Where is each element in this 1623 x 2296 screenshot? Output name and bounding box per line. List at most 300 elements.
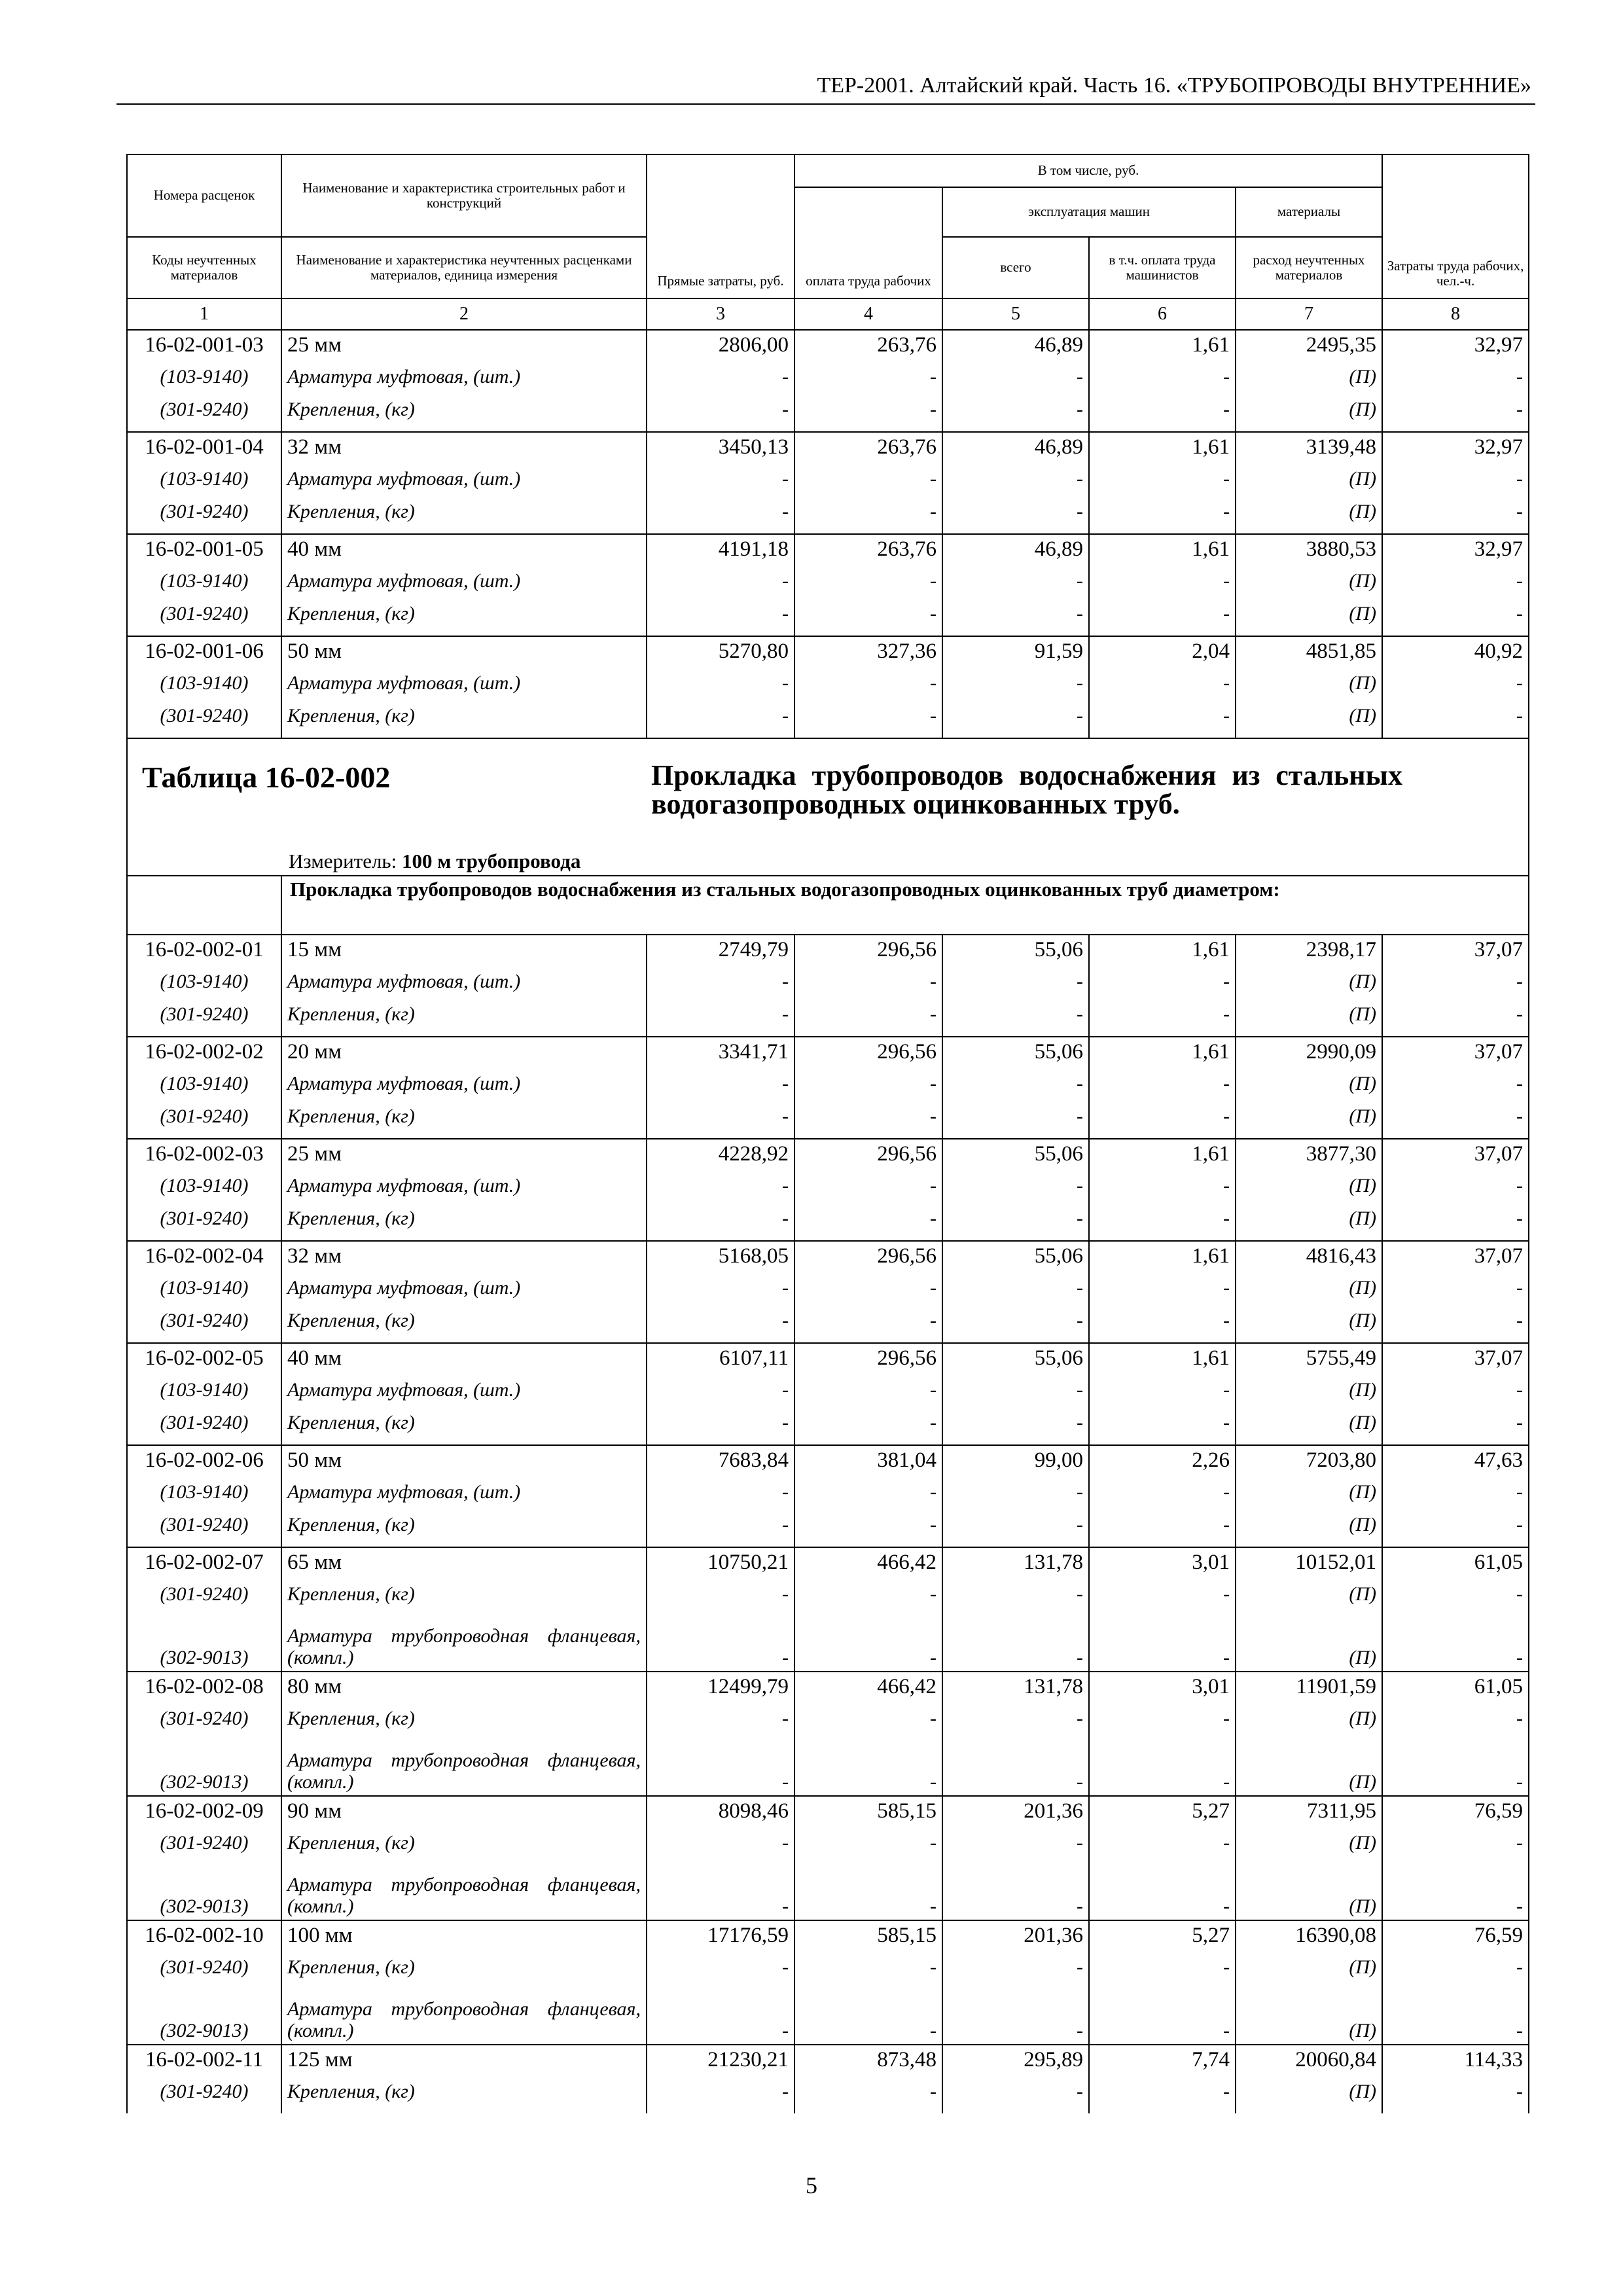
rate-value: 46,89 bbox=[942, 534, 1089, 570]
material-code: (301-9240) bbox=[127, 1208, 281, 1241]
rate-code: 16-02-001-04 bbox=[127, 432, 281, 468]
measure-label: Измеритель: bbox=[289, 849, 397, 872]
rate-value: 37,07 bbox=[1382, 1241, 1529, 1277]
empty-value: - bbox=[794, 570, 942, 603]
empty-value: - bbox=[942, 570, 1089, 603]
rate-value: 99,00 bbox=[942, 1445, 1089, 1481]
empty-value: - bbox=[794, 603, 942, 636]
material-row bbox=[127, 1865, 1529, 1920]
rate-value: 1,61 bbox=[1089, 1037, 1236, 1073]
empty-value: - bbox=[794, 366, 942, 399]
material-placeholder: (П) bbox=[1236, 1481, 1382, 1514]
table-row bbox=[127, 1241, 1529, 1277]
col-name-top: Наименование и характеристика строительных работ и конструкций bbox=[281, 154, 647, 237]
material-code: (103-9140) bbox=[127, 366, 281, 399]
empty-value: - bbox=[942, 1003, 1089, 1037]
empty-value: - bbox=[1382, 1956, 1529, 1989]
empty-value: - bbox=[942, 1514, 1089, 1547]
rate-value: 2806,00 bbox=[647, 330, 794, 366]
rates-table bbox=[126, 154, 1529, 2113]
rate-value: 263,76 bbox=[794, 534, 942, 570]
material-placeholder: (П) bbox=[1236, 570, 1382, 603]
material-placeholder: (П) bbox=[1236, 1616, 1382, 1672]
rate-value: 1,61 bbox=[1089, 935, 1236, 971]
material-row bbox=[127, 705, 1529, 738]
empty-value: - bbox=[647, 603, 794, 636]
empty-value: - bbox=[1089, 603, 1236, 636]
material-row bbox=[127, 1740, 1529, 1796]
material-name: Арматура муфтовая, (шт.) bbox=[281, 468, 647, 501]
empty-value: - bbox=[794, 2081, 942, 2113]
rate-value: 11901,59 bbox=[1236, 1672, 1382, 1708]
material-code: (301-9240) bbox=[127, 1708, 281, 1740]
empty-value: - bbox=[1089, 1865, 1236, 1920]
material-code: (103-9140) bbox=[127, 1277, 281, 1310]
empty-value: - bbox=[942, 1616, 1089, 1672]
material-placeholder: (П) bbox=[1236, 1073, 1382, 1105]
material-row bbox=[127, 1956, 1529, 1989]
col-labor: оплата труда рабочих bbox=[794, 187, 942, 298]
rate-name: 32 мм bbox=[281, 432, 647, 468]
empty-value: - bbox=[647, 1379, 794, 1412]
empty-value: - bbox=[647, 366, 794, 399]
rate-value: 5755,49 bbox=[1236, 1343, 1382, 1379]
material-row bbox=[127, 1514, 1529, 1547]
empty-value: - bbox=[942, 1832, 1089, 1865]
material-name: Крепления, (кг) bbox=[281, 1514, 647, 1547]
material-code: (103-9140) bbox=[127, 1175, 281, 1208]
rate-code: 16-02-001-05 bbox=[127, 534, 281, 570]
material-row bbox=[127, 672, 1529, 705]
rate-code: 16-02-002-09 bbox=[127, 1796, 281, 1832]
table-row bbox=[127, 534, 1529, 570]
rate-name: 20 мм bbox=[281, 1037, 647, 1073]
material-code: (103-9140) bbox=[127, 1481, 281, 1514]
empty-value: - bbox=[1089, 1956, 1236, 1989]
empty-value: - bbox=[942, 1740, 1089, 1796]
material-placeholder: (П) bbox=[1236, 1105, 1382, 1139]
material-row bbox=[127, 1003, 1529, 1037]
table-title-block bbox=[127, 738, 1529, 876]
col-num: 8 bbox=[1382, 298, 1529, 330]
material-placeholder: (П) bbox=[1236, 1740, 1382, 1796]
material-name: Крепления, (кг) bbox=[281, 1412, 647, 1445]
table-row bbox=[127, 432, 1529, 468]
empty-value: - bbox=[794, 1865, 942, 1920]
empty-value: - bbox=[1382, 603, 1529, 636]
empty-value: - bbox=[942, 603, 1089, 636]
rate-name: 100 мм bbox=[281, 1920, 647, 1956]
rate-value: 91,59 bbox=[942, 636, 1089, 672]
empty-value: - bbox=[1382, 1073, 1529, 1105]
material-name: Арматура муфтовая, (шт.) bbox=[281, 971, 647, 1003]
material-row bbox=[127, 1616, 1529, 1672]
rate-value: 46,89 bbox=[942, 432, 1089, 468]
material-code: (301-9240) bbox=[127, 1003, 281, 1037]
material-placeholder: (П) bbox=[1236, 2081, 1382, 2113]
empty-value: - bbox=[647, 1412, 794, 1445]
table-label: Таблица 16-02-002 bbox=[142, 761, 391, 794]
rate-value: 131,78 bbox=[942, 1672, 1089, 1708]
empty-value: - bbox=[942, 1175, 1089, 1208]
material-row bbox=[127, 1583, 1529, 1616]
table-row bbox=[127, 2045, 1529, 2081]
col-code-bottom: Коды неучтенных материалов bbox=[127, 237, 281, 298]
material-row bbox=[127, 1708, 1529, 1740]
empty-value: - bbox=[1089, 1989, 1236, 2045]
rate-value: 6107,11 bbox=[647, 1343, 794, 1379]
material-row bbox=[127, 2081, 1529, 2113]
empty-value: - bbox=[1382, 1616, 1529, 1672]
rate-value: 4228,92 bbox=[647, 1139, 794, 1175]
rate-value: 201,36 bbox=[942, 1796, 1089, 1832]
table-row bbox=[127, 1672, 1529, 1708]
table-row bbox=[127, 1445, 1529, 1481]
table-row bbox=[127, 1037, 1529, 1073]
empty-value: - bbox=[647, 1003, 794, 1037]
page-header bbox=[116, 71, 1535, 105]
col-direct: Прямые затраты, руб. bbox=[647, 154, 794, 298]
rate-value: 7203,80 bbox=[1236, 1445, 1382, 1481]
material-code: (301-9240) bbox=[127, 1956, 281, 1989]
material-name: Арматура муфтовая, (шт.) bbox=[281, 570, 647, 603]
material-code: (103-9140) bbox=[127, 1379, 281, 1412]
material-code: (301-9240) bbox=[127, 705, 281, 738]
rate-value: 1,61 bbox=[1089, 330, 1236, 366]
rate-code: 16-02-002-08 bbox=[127, 1672, 281, 1708]
rate-value: 61,05 bbox=[1382, 1672, 1529, 1708]
col-num: 1 bbox=[127, 298, 281, 330]
material-row bbox=[127, 1175, 1529, 1208]
rate-value: 114,33 bbox=[1382, 2045, 1529, 2081]
material-code: (301-9240) bbox=[127, 2081, 281, 2113]
rate-name: 125 мм bbox=[281, 2045, 647, 2081]
rate-value: 263,76 bbox=[794, 330, 942, 366]
material-code: (301-9240) bbox=[127, 603, 281, 636]
empty-value: - bbox=[794, 468, 942, 501]
rate-value: 37,07 bbox=[1382, 1343, 1529, 1379]
material-placeholder: (П) bbox=[1236, 1277, 1382, 1310]
material-code: (103-9140) bbox=[127, 468, 281, 501]
empty-value: - bbox=[1089, 1003, 1236, 1037]
material-code: (301-9240) bbox=[127, 1412, 281, 1445]
empty-value: - bbox=[647, 1616, 794, 1672]
material-name: Крепления, (кг) bbox=[281, 1583, 647, 1616]
empty-value: - bbox=[1089, 1616, 1236, 1672]
empty-value: - bbox=[647, 1956, 794, 1989]
empty-value: - bbox=[794, 1003, 942, 1037]
material-code: (302-9013) bbox=[127, 1865, 281, 1920]
rate-code: 16-02-002-02 bbox=[127, 1037, 281, 1073]
material-row bbox=[127, 501, 1529, 534]
empty-value: - bbox=[794, 1616, 942, 1672]
rate-name: 50 мм bbox=[281, 636, 647, 672]
empty-value: - bbox=[794, 672, 942, 705]
empty-value: - bbox=[647, 1208, 794, 1241]
empty-value: - bbox=[1382, 1865, 1529, 1920]
empty-value: - bbox=[794, 501, 942, 534]
page-number: 5 bbox=[806, 2172, 817, 2198]
material-row bbox=[127, 1208, 1529, 1241]
rate-name: 25 мм bbox=[281, 1139, 647, 1175]
rate-value: 296,56 bbox=[794, 1139, 942, 1175]
material-row bbox=[127, 1105, 1529, 1139]
material-placeholder: (П) bbox=[1236, 705, 1382, 738]
rate-value: 7311,95 bbox=[1236, 1796, 1382, 1832]
material-placeholder: (П) bbox=[1236, 1514, 1382, 1547]
empty-value: - bbox=[1089, 1073, 1236, 1105]
empty-value: - bbox=[1089, 1379, 1236, 1412]
rate-value: 1,61 bbox=[1089, 1241, 1236, 1277]
empty-value: - bbox=[942, 1865, 1089, 1920]
rate-value: 5,27 bbox=[1089, 1796, 1236, 1832]
material-row bbox=[127, 971, 1529, 1003]
rate-code: 16-02-002-10 bbox=[127, 1920, 281, 1956]
material-name: Крепления, (кг) bbox=[281, 705, 647, 738]
empty-value: - bbox=[1382, 570, 1529, 603]
col-num: 6 bbox=[1089, 298, 1236, 330]
material-name: Крепления, (кг) bbox=[281, 1310, 647, 1343]
rate-name: 80 мм bbox=[281, 1672, 647, 1708]
empty-value: - bbox=[794, 971, 942, 1003]
empty-value: - bbox=[942, 1989, 1089, 2045]
rate-value: 40,92 bbox=[1382, 636, 1529, 672]
empty-value: - bbox=[1089, 501, 1236, 534]
empty-value: - bbox=[794, 1832, 942, 1865]
rate-value: 2749,79 bbox=[647, 935, 794, 971]
rate-value: 4816,43 bbox=[1236, 1241, 1382, 1277]
empty-value: - bbox=[1382, 2081, 1529, 2113]
empty-value: - bbox=[647, 1073, 794, 1105]
col-num: 4 bbox=[794, 298, 942, 330]
empty-value: - bbox=[1089, 1832, 1236, 1865]
material-row bbox=[127, 603, 1529, 636]
empty-value: - bbox=[942, 366, 1089, 399]
material-placeholder: (П) bbox=[1236, 1956, 1382, 1989]
empty-value: - bbox=[1382, 399, 1529, 432]
rate-value: 3877,30 bbox=[1236, 1139, 1382, 1175]
rate-value: 21230,21 bbox=[647, 2045, 794, 2081]
empty-value: - bbox=[1089, 468, 1236, 501]
rate-value: 296,56 bbox=[794, 935, 942, 971]
empty-value: - bbox=[1089, 1105, 1236, 1139]
empty-value: - bbox=[1382, 1277, 1529, 1310]
rate-value: 37,07 bbox=[1382, 1037, 1529, 1073]
empty-value: - bbox=[794, 399, 942, 432]
empty-value: - bbox=[794, 1956, 942, 1989]
material-placeholder: (П) bbox=[1236, 1208, 1382, 1241]
rate-value: 296,56 bbox=[794, 1241, 942, 1277]
empty-value: - bbox=[1089, 1208, 1236, 1241]
material-name: Арматура трубопроводная фланцевая, (компл.) bbox=[281, 1740, 647, 1796]
empty-value: - bbox=[1382, 1481, 1529, 1514]
rate-value: 263,76 bbox=[794, 432, 942, 468]
material-name: Арматура трубопроводная фланцевая, (компл.) bbox=[281, 1989, 647, 2045]
empty-value: - bbox=[942, 1481, 1089, 1514]
rate-value: 76,59 bbox=[1382, 1920, 1529, 1956]
material-placeholder: (П) bbox=[1236, 501, 1382, 534]
table-row bbox=[127, 1139, 1529, 1175]
material-placeholder: (П) bbox=[1236, 1708, 1382, 1740]
empty-value: - bbox=[1382, 1583, 1529, 1616]
empty-value: - bbox=[1089, 672, 1236, 705]
col-num: 5 bbox=[942, 298, 1089, 330]
empty-value: - bbox=[647, 468, 794, 501]
material-placeholder: (П) bbox=[1236, 971, 1382, 1003]
empty-value: - bbox=[942, 1208, 1089, 1241]
empty-value: - bbox=[1382, 1175, 1529, 1208]
rate-value: 1,61 bbox=[1089, 432, 1236, 468]
empty-value: - bbox=[1382, 1708, 1529, 1740]
material-row bbox=[127, 570, 1529, 603]
empty-value: - bbox=[1089, 399, 1236, 432]
material-row bbox=[127, 1073, 1529, 1105]
material-name: Крепления, (кг) bbox=[281, 603, 647, 636]
empty-value: - bbox=[1382, 1514, 1529, 1547]
empty-value: - bbox=[794, 705, 942, 738]
empty-value: - bbox=[1382, 1989, 1529, 2045]
empty-value: - bbox=[1382, 468, 1529, 501]
empty-value: - bbox=[1089, 1481, 1236, 1514]
col-num: 7 bbox=[1236, 298, 1382, 330]
empty-value: - bbox=[794, 1583, 942, 1616]
empty-value: - bbox=[647, 399, 794, 432]
material-name: Крепления, (кг) bbox=[281, 501, 647, 534]
rate-value: 10750,21 bbox=[647, 1547, 794, 1583]
rate-code: 16-02-002-04 bbox=[127, 1241, 281, 1277]
material-placeholder: (П) bbox=[1236, 1832, 1382, 1865]
rate-value: 32,97 bbox=[1382, 432, 1529, 468]
material-name: Крепления, (кг) bbox=[281, 1832, 647, 1865]
empty-value: - bbox=[647, 1277, 794, 1310]
col-num: 3 bbox=[647, 298, 794, 330]
material-placeholder: (П) bbox=[1236, 468, 1382, 501]
rate-value: 466,42 bbox=[794, 1547, 942, 1583]
rate-value: 131,78 bbox=[942, 1547, 1089, 1583]
empty-value: - bbox=[1382, 971, 1529, 1003]
rate-code: 16-02-002-05 bbox=[127, 1343, 281, 1379]
table-row bbox=[127, 330, 1529, 366]
material-code: (103-9140) bbox=[127, 971, 281, 1003]
rate-value: 585,15 bbox=[794, 1920, 942, 1956]
rate-value: 1,61 bbox=[1089, 1343, 1236, 1379]
material-code: (301-9240) bbox=[127, 1514, 281, 1547]
material-code: (301-9240) bbox=[127, 1832, 281, 1865]
material-placeholder: (П) bbox=[1236, 1412, 1382, 1445]
rate-value: 3341,71 bbox=[647, 1037, 794, 1073]
empty-value: - bbox=[1382, 1412, 1529, 1445]
rate-value: 201,36 bbox=[942, 1920, 1089, 1956]
empty-value: - bbox=[647, 1175, 794, 1208]
rate-code: 16-02-002-07 bbox=[127, 1547, 281, 1583]
material-row bbox=[127, 399, 1529, 432]
col-labor-cost: Затраты труда рабочих, чел.-ч. bbox=[1382, 154, 1529, 298]
empty-value: - bbox=[1089, 570, 1236, 603]
rate-name: 25 мм bbox=[281, 330, 647, 366]
col-operators: в т.ч. оплата труда машинистов bbox=[1089, 237, 1236, 298]
rate-name: 40 мм bbox=[281, 1343, 647, 1379]
rate-value: 296,56 bbox=[794, 1037, 942, 1073]
rate-name: 90 мм bbox=[281, 1796, 647, 1832]
table-row bbox=[127, 1343, 1529, 1379]
rate-value: 2990,09 bbox=[1236, 1037, 1382, 1073]
table-title: Прокладка трубопроводов водоснабжения из стальных водогазопроводных оцинкованных труб. bbox=[651, 759, 1402, 820]
empty-value: - bbox=[1089, 705, 1236, 738]
rate-code: 16-02-001-03 bbox=[127, 330, 281, 366]
empty-value: - bbox=[647, 501, 794, 534]
empty-value: - bbox=[942, 971, 1089, 1003]
empty-value: - bbox=[794, 1481, 942, 1514]
rate-value: 295,89 bbox=[942, 2045, 1089, 2081]
material-name: Арматура муфтовая, (шт.) bbox=[281, 1379, 647, 1412]
rate-value: 3450,13 bbox=[647, 432, 794, 468]
empty-value: - bbox=[942, 501, 1089, 534]
rate-value: 7683,84 bbox=[647, 1445, 794, 1481]
empty-value: - bbox=[794, 1740, 942, 1796]
empty-value: - bbox=[1382, 1310, 1529, 1343]
empty-value: - bbox=[1089, 2081, 1236, 2113]
rate-name: 65 мм bbox=[281, 1547, 647, 1583]
empty-value: - bbox=[794, 1105, 942, 1139]
empty-value: - bbox=[942, 1310, 1089, 1343]
rate-value: 47,63 bbox=[1382, 1445, 1529, 1481]
empty-value: - bbox=[942, 705, 1089, 738]
rate-value: 55,06 bbox=[942, 935, 1089, 971]
material-name: Арматура муфтовая, (шт.) bbox=[281, 1277, 647, 1310]
rate-value: 61,05 bbox=[1382, 1547, 1529, 1583]
material-code: (301-9240) bbox=[127, 1583, 281, 1616]
empty-value: - bbox=[647, 570, 794, 603]
material-placeholder: (П) bbox=[1236, 1989, 1382, 2045]
col-materials: материалы bbox=[1236, 187, 1382, 237]
empty-value: - bbox=[942, 399, 1089, 432]
rate-code: 16-02-002-03 bbox=[127, 1139, 281, 1175]
rate-value: 466,42 bbox=[794, 1672, 942, 1708]
rate-value: 32,97 bbox=[1382, 534, 1529, 570]
empty-value: - bbox=[1382, 1105, 1529, 1139]
material-name: Арматура муфтовая, (шт.) bbox=[281, 1175, 647, 1208]
rate-code: 16-02-002-06 bbox=[127, 1445, 281, 1481]
empty-value: - bbox=[942, 468, 1089, 501]
empty-value: - bbox=[647, 1310, 794, 1343]
empty-value: - bbox=[647, 1708, 794, 1740]
empty-value: - bbox=[1089, 366, 1236, 399]
rate-value: 4191,18 bbox=[647, 534, 794, 570]
rate-value: 20060,84 bbox=[1236, 2045, 1382, 2081]
material-name: Арматура муфтовая, (шт.) bbox=[281, 672, 647, 705]
rate-value: 55,06 bbox=[942, 1139, 1089, 1175]
material-code: (301-9240) bbox=[127, 1105, 281, 1139]
rate-value: 2,26 bbox=[1089, 1445, 1236, 1481]
rate-value: 55,06 bbox=[942, 1343, 1089, 1379]
rate-name: 40 мм bbox=[281, 534, 647, 570]
material-code: (302-9013) bbox=[127, 1740, 281, 1796]
table-row bbox=[127, 1547, 1529, 1583]
rate-value: 381,04 bbox=[794, 1445, 942, 1481]
empty-value: - bbox=[1089, 1175, 1236, 1208]
empty-value: - bbox=[1382, 672, 1529, 705]
empty-value: - bbox=[942, 672, 1089, 705]
rate-value: 3,01 bbox=[1089, 1547, 1236, 1583]
empty-value: - bbox=[942, 1708, 1089, 1740]
empty-value: - bbox=[942, 1379, 1089, 1412]
rate-value: 37,07 bbox=[1382, 1139, 1529, 1175]
material-placeholder: (П) bbox=[1236, 366, 1382, 399]
measure-value: 100 м трубопровода bbox=[401, 849, 581, 872]
material-row bbox=[127, 1989, 1529, 2045]
col-incl: В том числе, руб. bbox=[794, 154, 1382, 187]
rate-value: 2495,35 bbox=[1236, 330, 1382, 366]
